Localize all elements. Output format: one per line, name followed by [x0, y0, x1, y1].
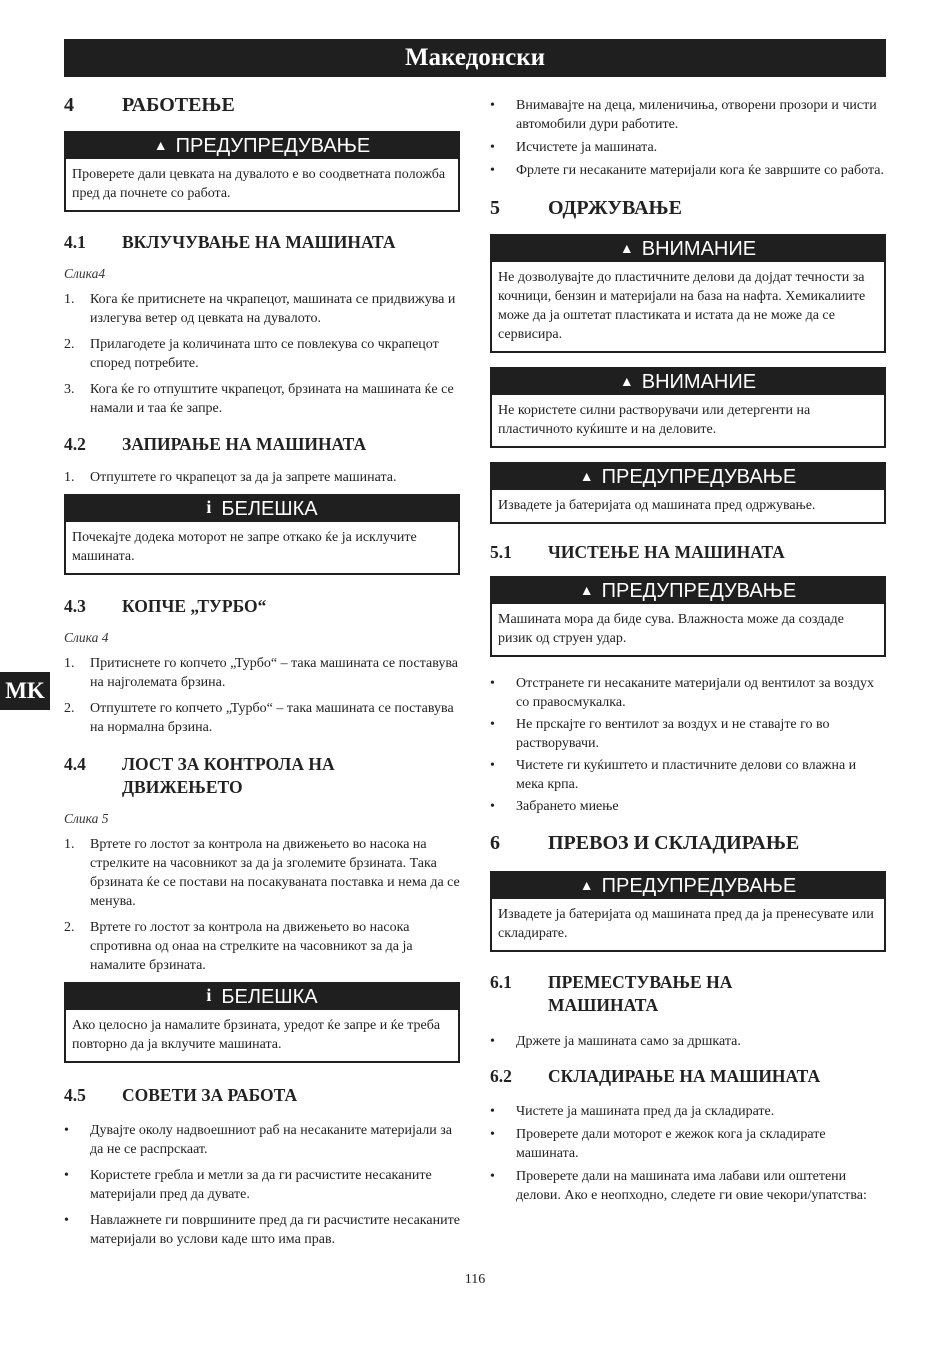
- steps-list: [64, 468, 460, 487]
- note-box: [64, 982, 460, 1063]
- list-item: • Отстранете ги несаканите материјали од вентилот за воздух со правосмукалка.: [490, 676, 874, 710]
- section-4-heading: 4 РАБОТЕЊЕ: [64, 94, 235, 116]
- caution-text: Не дозволувајте до пластичните делови да дојдат течности за кочници, бензин и материјали на база на нафта. Хемикалиите може да ја оштетат пластиката и истата да не може да се сервисира.: [498, 270, 866, 342]
- caution-box: [490, 367, 886, 448]
- warning-box: [490, 871, 886, 952]
- list-item: • Проверете дали моторот е жежок кога ја складирате машината.: [490, 1127, 826, 1161]
- note-box: [64, 494, 460, 575]
- note-text: Ако целосно ја намалите брзината, уредот ќе запре и ќе треба повторно да ја вклучите машината.: [72, 1018, 441, 1052]
- list-item: 1. Притиснете го копчето „Турбо“ – така машината се поставува на најголемата брзина.: [64, 656, 458, 690]
- section-6-2-heading: 6.2 СКЛАДИРАЊЕ НА МАШИНАТА: [490, 1066, 821, 1086]
- warning-label: ПРЕДУПРЕДУВАЊЕ: [175, 135, 371, 157]
- warning-label: ПРЕДУПРЕДУВАЊЕ: [601, 875, 797, 897]
- warning-icon: ▲: [579, 877, 594, 893]
- info-icon: i: [206, 985, 212, 1005]
- warning-text: Проверете дали цевката на дувалото е во соодветната положба пред да почнете со работа.: [72, 167, 446, 201]
- note-text: Почекајте додека моторот не запре откако ќе ја исклучите машината.: [72, 530, 417, 564]
- tips-list: [64, 1121, 460, 1249]
- warning-icon: ▲: [579, 582, 594, 598]
- language-side-tab: MK: [0, 672, 50, 710]
- list-item: 2. Вртете го лостот за контрола на движењето во насока спротивна од онаа на стрелките на часовникот за да ја намалите брзината.: [64, 920, 413, 973]
- list-item: • Користете гребла и метли за да ги расчистите несаканите материјали пред да дувате.: [64, 1168, 432, 1202]
- cleaning-list: [490, 674, 886, 816]
- list-item: 3. Кога ќе го отпуштите чкрапецот, брзината на машината ќе се намали и таа ќе запре.: [64, 382, 454, 416]
- list-item: • Навлажнете ги површините пред да ги расчистите несаканите материјали во услови каде што има прав.: [64, 1213, 460, 1247]
- list-item: • Не прскајте го вентилот за воздух и не ставајте го во растворувачи.: [490, 717, 830, 751]
- list-item: • Исчистете ја машината.: [490, 140, 658, 155]
- list-item: • Забрането миење: [490, 799, 619, 814]
- steps-list: [64, 835, 460, 975]
- tips-list-continued: [490, 96, 886, 180]
- section-5-heading: 5 ОДРЖУВАЊЕ: [490, 197, 682, 219]
- page-number: 116: [464, 1272, 486, 1287]
- warning-text: Машината мора да биде сува. Влажноста може да создаде ризик од струен удар.: [498, 612, 844, 646]
- warning-text: Извадете ја батеријата од машината пред да ја пренесувате или складирате.: [498, 907, 874, 941]
- info-icon: i: [206, 497, 212, 517]
- section-4-2-heading: 4.2 ЗАПИРАЊЕ НА МАШИНАТА: [64, 434, 367, 454]
- list-item: • Дувајте околу надвоешниот раб на несаканите материјали за да не се распрскаат.: [64, 1123, 452, 1157]
- steps-list: [64, 654, 460, 737]
- warning-label: ПРЕДУПРЕДУВАЊЕ: [601, 466, 797, 488]
- left-column: [64, 92, 460, 1256]
- figure-reference: Слика 4: [64, 630, 109, 645]
- section-6-1-heading: 6.1 ПРЕМЕСТУВАЊЕ НА МАШИНАТА: [490, 972, 733, 1015]
- warning-label: ПРЕДУПРЕДУВАЊЕ: [601, 580, 797, 602]
- list-item: • Држете ја машината само за дршката.: [490, 1034, 741, 1049]
- storage-list: [490, 1102, 886, 1205]
- warning-text: Извадете ја батеријата од машината пред одржување.: [498, 498, 816, 513]
- language-header: Македонски: [64, 39, 886, 77]
- warning-icon: ▲: [619, 373, 634, 389]
- list-item: • Фрлете ги несаканите материјали кога ќе завршите со работа.: [490, 163, 884, 178]
- list-item: 2. Отпуштете го копчето „Турбо“ – така машината се поставува на нормална брзина.: [64, 701, 454, 735]
- caution-box: [490, 234, 886, 353]
- caution-text: Не користете силни растворувачи или детергенти на пластичното куќиште и на деловите.: [498, 403, 811, 437]
- caution-label: ВНИМАНИЕ: [641, 238, 757, 260]
- list-item: • Чистете ги куќиштето и пластичните делови со влажна и мека крпа.: [490, 758, 857, 792]
- moving-list: [490, 1032, 886, 1051]
- section-4-3-heading: 4.3 КОПЧЕ „ТУРБО“: [64, 596, 267, 616]
- warning-icon: ▲: [579, 468, 594, 484]
- caution-label: ВНИМАНИЕ: [641, 371, 757, 393]
- list-item: • Внимавајте на деца, миленичиња, отворени прозори и чисти автомобили дури работите.: [490, 98, 877, 132]
- figure-reference: Слика4: [64, 266, 106, 281]
- steps-list: [64, 290, 460, 418]
- warning-icon: ▲: [619, 240, 634, 256]
- section-6-heading: 6 ПРЕВОЗ И СКЛАДИРАЊЕ: [490, 832, 800, 854]
- list-item: 1. Вртете го лостот за контрола на движењето во насока на стрелките на часовникот за да ја зголемите брзината. Така брзината ќе се постави на посакуваната поставка и нема да се менува.: [64, 837, 460, 909]
- list-item: • Проверете дали на машината има лабави или оштетени делови. Ако е неопходно, следете ги овие чекори/упатства:: [490, 1169, 867, 1203]
- list-item: 2. Прилагодете ја количината што се повлекува со чкрапецот според потребите.: [64, 337, 439, 371]
- list-item: 1. Кога ќе притиснете на чкрапецот, машината се придвижува и излегува ветер од цевката на дувалото.: [64, 292, 456, 326]
- section-4-1-heading: 4.1 ВКЛУЧУВАЊЕ НА МАШИНАТА: [64, 232, 396, 252]
- warning-box: [64, 131, 460, 212]
- right-column: [490, 96, 886, 1212]
- warning-icon: ▲: [153, 137, 168, 153]
- section-5-1-heading: 5.1 ЧИСТЕЊЕ НА МАШИНАТА: [490, 542, 785, 562]
- figure-reference: Слика 5: [64, 811, 109, 826]
- list-item: • Чистете ја машината пред да ја складирате.: [490, 1104, 775, 1119]
- section-4-4-heading: 4.4 ЛОСТ ЗА КОНТРОЛА НА ДВИЖЕЊЕТО: [64, 754, 335, 797]
- note-label: БЕЛЕШКА: [221, 986, 318, 1008]
- warning-box: [490, 576, 886, 657]
- section-4-5-heading: 4.5 СОВЕТИ ЗА РАБОТА: [64, 1085, 298, 1105]
- list-item: 1. Отпуштете го чкрапецот за да ја запрете машината.: [64, 470, 397, 485]
- note-label: БЕЛЕШКА: [221, 498, 318, 520]
- warning-box: [490, 462, 886, 524]
